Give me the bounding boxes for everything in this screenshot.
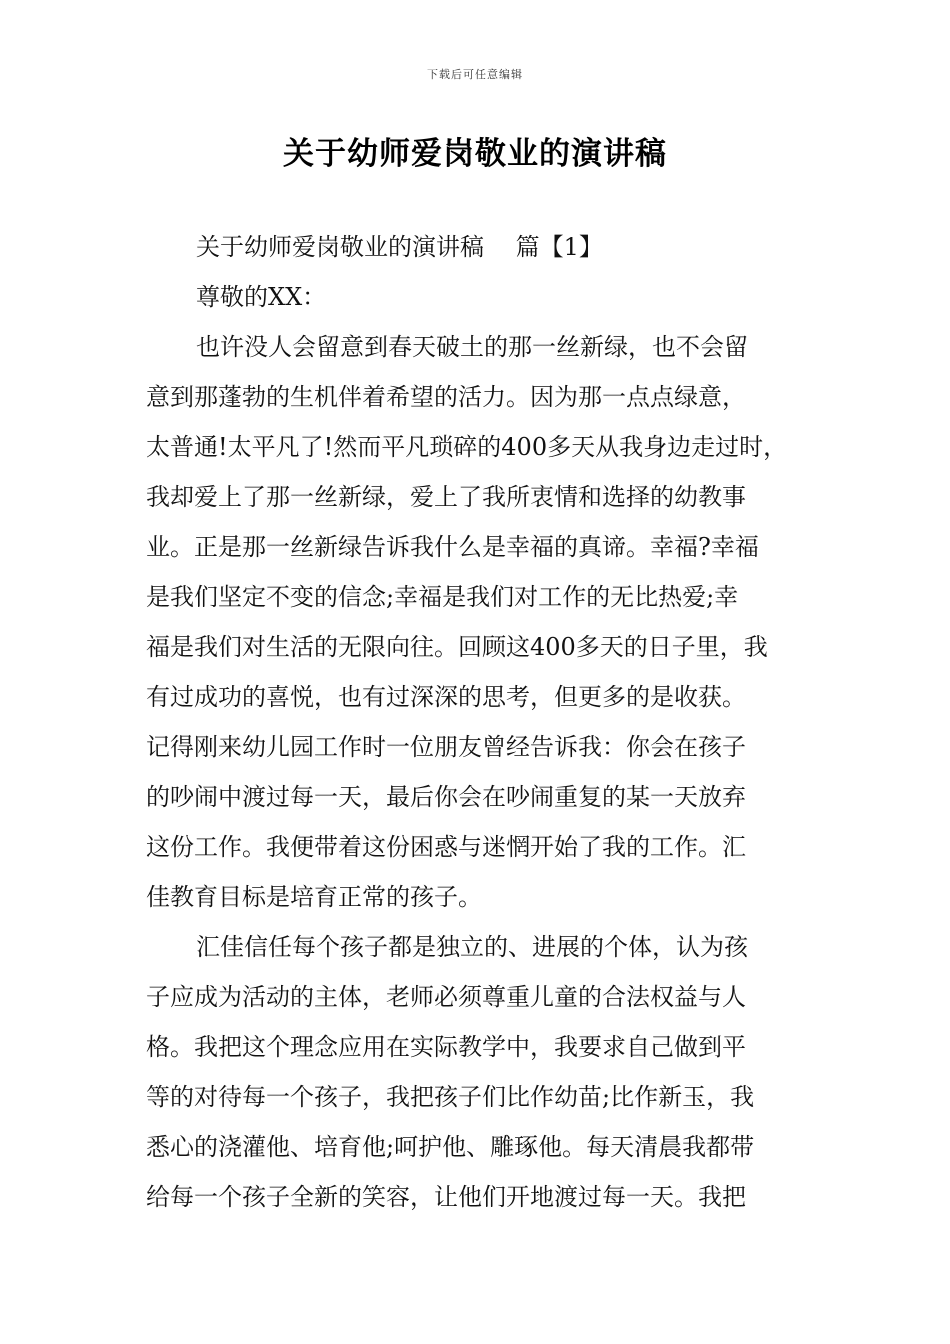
body-line: 悉心的浇灌他、培育他;呵护他、雕琢他。每天清晨我都带 (146, 1133, 755, 1161)
salutation: 尊敬的XX： (196, 283, 327, 311)
body-line: 有过成功的喜悦，也有过深深的思考，但更多的是收获。 (146, 683, 746, 711)
body-line: 等的对待每一个孩子，我把孩子们比作幼苗;比作新玉，我 (146, 1083, 755, 1111)
header-note: 下载后可任意编辑 (427, 68, 523, 81)
document-title: 关于幼师爱岗敬业的演讲稿 (283, 136, 667, 172)
body-line: 是我们坚定不变的信念;幸福是我们对工作的无比热爱;幸 (146, 583, 739, 611)
body-line: 佳教育目标是培育正常的孩子。 (146, 883, 482, 911)
body-line: 给每一个孩子全新的笑容，让他们开地渡过每一天。我把 (146, 1183, 746, 1211)
body-line: 也许没人会留意到春天破土的那一丝新绿，也不会留 (196, 333, 748, 361)
body-line: 子应成为活动的主体，老师必须尊重儿童的合法权益与人 (146, 983, 746, 1011)
body-line: 记得刚来幼儿园工作时一位朋友曾经告诉我：你会在孩子 (146, 733, 746, 761)
body-line: 格。我把这个理念应用在实际教学中，我要求自己做到平 (146, 1033, 746, 1061)
body-line: 汇佳信任每个孩子都是独立的、进展的个体，认为孩 (196, 933, 748, 961)
body-line: 福是我们对生活的无限向往。回顾这400多天的日子里，我 (146, 633, 768, 661)
body-line: 意到那蓬勃的生机伴着希望的活力。因为那一点点绿意， (146, 383, 746, 411)
paragraph-lines (146, 322, 826, 1222)
body-line: 业。正是那一丝新绿告诉我什么是幸福的真谛。幸福?幸福 (146, 533, 759, 561)
body-line: 这份工作。我便带着这份困惑与迷惘开始了我的工作。汇 (146, 833, 746, 861)
body-line: 太普通!太平凡了!然而平凡琐碎的400多天从我身边走过时， (146, 433, 788, 461)
document-body (146, 222, 826, 1222)
section-heading: 关于幼师爱岗敬业的演讲稿 篇【1】 (196, 233, 603, 261)
body-line: 我却爱上了那一丝新绿，爱上了我所衷情和选择的幼教事 (146, 483, 746, 511)
body-line: 的吵闹中渡过每一天，最后你会在吵闹重复的某一天放弃 (146, 783, 746, 811)
